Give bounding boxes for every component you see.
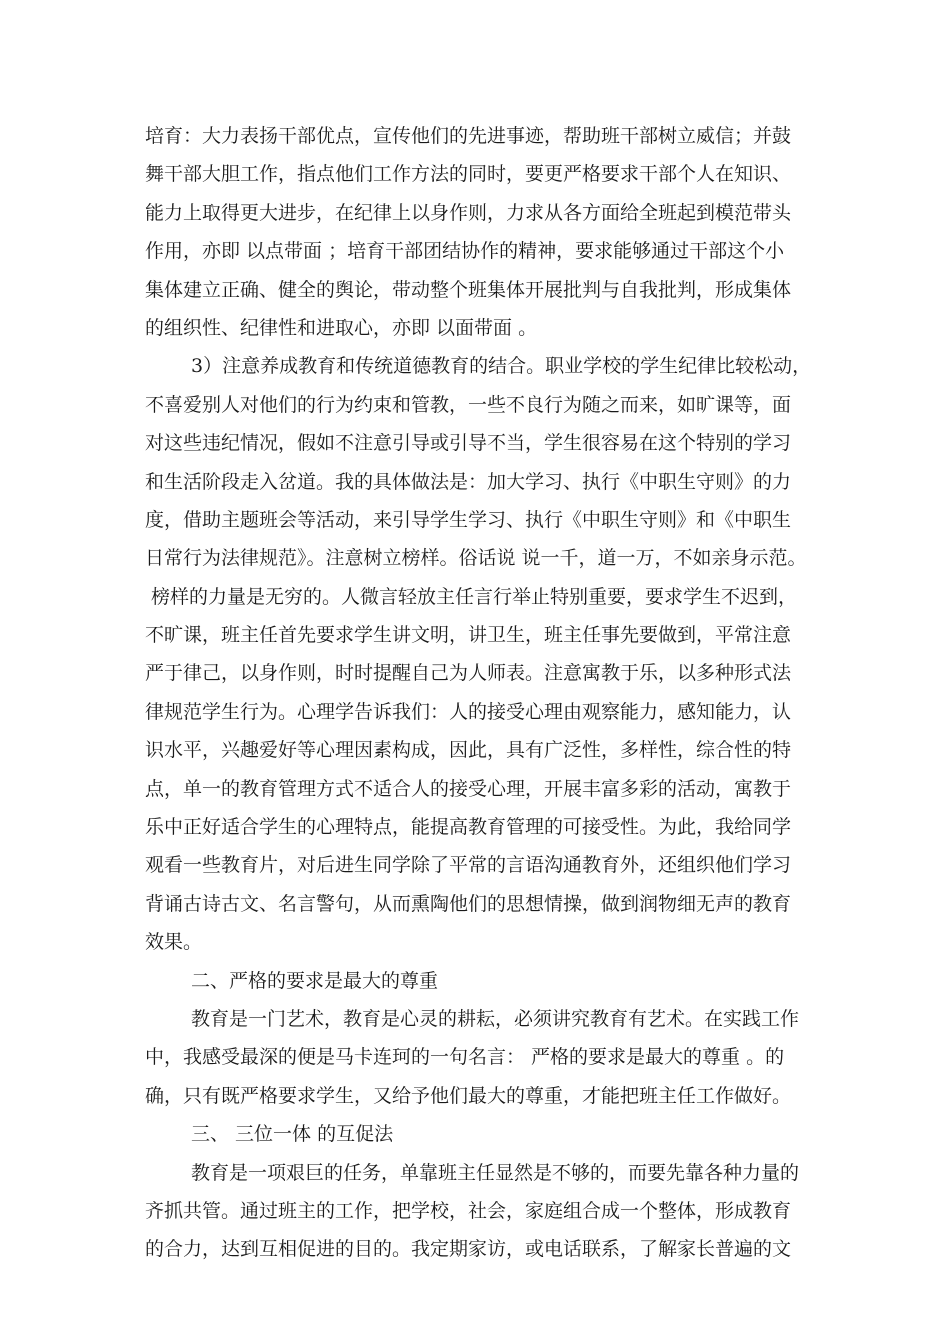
text-line: 和生活阶段走入岔道。我的具体做法是：加大学习、执行《中职生守则》的力 (145, 470, 792, 493)
section-heading: 二、严格的要求是最大的尊重 (191, 969, 439, 992)
text-line: 舞干部大胆工作，指点他们工作方法的同时，要更严格要求干部个人在知识、 (145, 163, 792, 186)
text-line: 点，单一的教育管理方式不适合人的接受心理，开展丰富多彩的活动，寓教于 (145, 777, 792, 800)
text-line: 培育：大力表扬干部优点，宣传他们的先进事迹，帮助班干部树立威信；并鼓 (145, 125, 792, 147)
text-line: 律规范学生行为。心理学告诉我们：人的接受心理由观察能力，感知能力，认 (145, 700, 792, 723)
text-line: 度，借助主题班会等活动，来引导学生学习、执行《中职生守则》和《中职生 (145, 508, 792, 531)
text-line: 中，我感受最深的便是马卡连珂的一句名言： 严格的要求是最大的尊重 。的 (145, 1046, 785, 1069)
text-line: 的合力，达到互相促进的目的。我定期家访，或电话联系，了解家长普遍的文 (145, 1238, 792, 1261)
body-text (145, 117, 825, 1269)
text-line: 能力上取得更大进步，在纪律上以身作则，力求从各方面给全班起到模范带头 (145, 201, 792, 224)
text-line: 不旷课，班主任首先要求学生讲文明，讲卫生，班主任事先要做到，平常注意 (145, 624, 792, 647)
text-line: 乐中正好适合学生的心理特点，能提高教育管理的可接受性。为此，我给同学 (145, 816, 792, 839)
text-line: 效果。 (145, 931, 203, 954)
text-line: 榜样的力量是无穷的。人微言轻放主任言行举止特别重要，要求学生不迟到， (145, 585, 798, 608)
text-line: 严于律己，以身作则，时时提醒自己为人师表。注意寓教于乐，以多种形式法 (145, 662, 792, 685)
paragraph-start-line: 教育是一门艺术，教育是心灵的耕耘，必须讲究教育有艺术。在实践工作 (191, 1007, 800, 1030)
text-line: 识水平，兴趣爱好等心理因素构成，因此，具有广泛性，多样性，综合性的特 (145, 739, 792, 762)
text-line: 集体建立正确、健全的舆论，带动整个班集体开展批判与自我批判，形成集体 (145, 278, 792, 301)
text-line: 不喜爱别人对他们的行为约束和管教，一些不良行为随之而来，如旷课等，面 (145, 393, 792, 416)
text-line: 对这些违纪情况，假如不注意引导或引导不当，学生很容易在这个特别的学习 (145, 432, 792, 455)
text-line: 日常行为法律规范》。注意树立榜样。俗话说 说一千，道一万，不如亲身示范。 (145, 547, 807, 570)
text-line: 确，只有既严格要求学生，又给予他们最大的尊重，才能把班主任工作做好。 (145, 1084, 792, 1107)
text-line: 作用，亦即 以点带面 ；培育干部团结协作的精神，要求能够通过干部这个小 (145, 240, 785, 263)
text-line: 观看一些教育片，对后进生同学除了平常的言语沟通教育外，还组织他们学习 (145, 854, 792, 877)
text-line: 的组织性、纪律性和进取心，亦即 以面带面 。 (145, 316, 538, 339)
text-line: 背诵古诗古文、名言警句，从而熏陶他们的思想情操，做到润物细无声的教育 (145, 892, 792, 915)
section-heading: 三、 三位一体 的互促法 (191, 1123, 394, 1146)
paragraph-start-line: 3）注意养成教育和传统道德教育的结合。职业学校的学生纪律比较松动， (191, 355, 812, 378)
text-line: 齐抓共管。通过班主的工作，把学校，社会，家庭组合成一个整体，形成教育 (145, 1199, 792, 1222)
paragraph-start-line: 教育是一项艰巨的任务，单靠班主任显然是不够的，而要先靠各种力量的 (191, 1161, 800, 1184)
